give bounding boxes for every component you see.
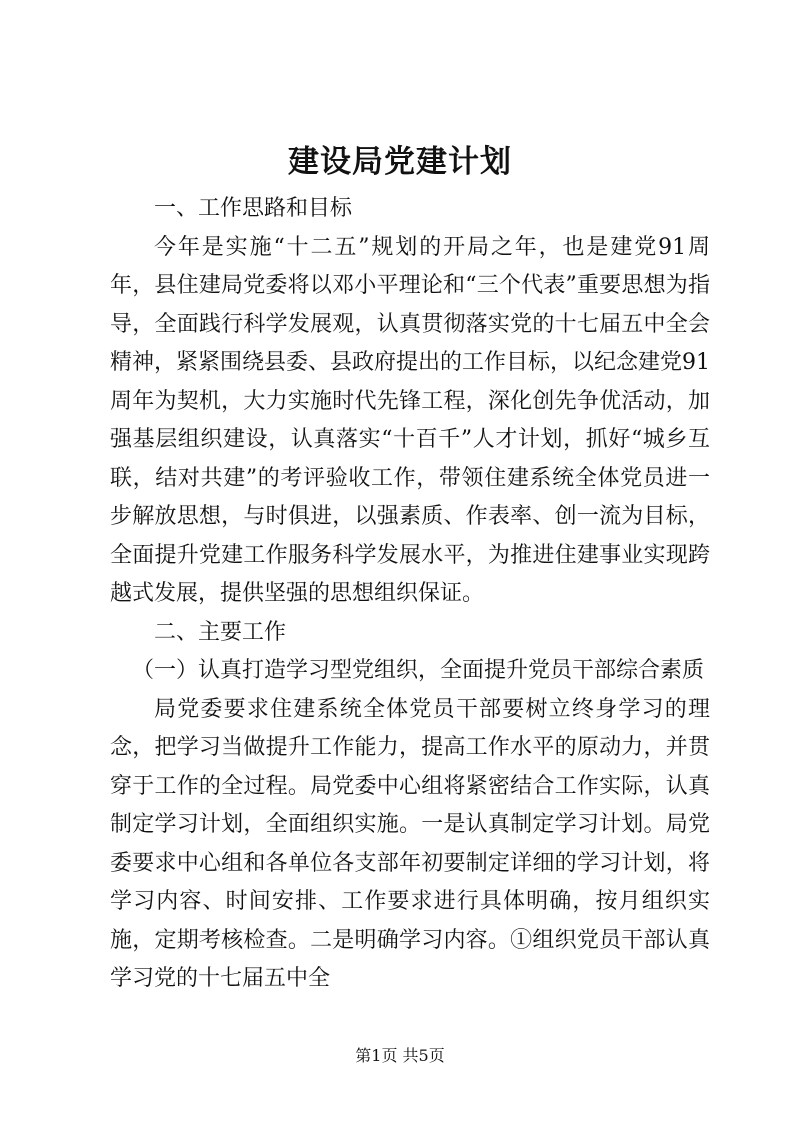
body-paragraph: 今年是实施“十二五”规划的开局之年，也是建党91周年，县住建局党委将以邓小平理论和“三个代表”重要思想为指导，全面践行科学发展观，认真贯彻落实党的十七届五中全会精神，紧紧围绕县委、县政府提出的工作目标，以纪念建党91周年为契机，大力实施时代先锋工程，深化创先争优活动，加强基层组织建设，认真落实“十百千”人才计划，抓好“城乡互联，结对共建”的考评验收工作，带领住建系统全体党员进一步解放思想，与时俱进，以强素质、作表率、创一流为目标，全面提升党建工作服务科学发展水平，为推进住建事业实现跨越式发展，提供坚强的思想组织保证。 — [110, 234, 710, 606]
document-body — [110, 190, 710, 999]
document-title: 建设局党建计划 — [288, 144, 512, 180]
section-heading: 二、主要工作 — [154, 619, 287, 645]
subsection-heading: （一）认真打造学习型党组织，全面提升党员干部综合素质 — [132, 658, 705, 683]
body-paragraph: 局党委要求住建系统全体党员干部要树立终身学习的理念，把学习当做提升工作能力，提高工作水平的原动力，并贯穿于工作的全过程。局党委中心组将紧密结合工作实际，认真制定学习计划，全面组织实施。一是认真制定学习计划。局党委要求中心组和各单位各支部年初要制定详细的学习计划，将学习内容、时间安排、工作要求进行具体明确，按月组织实施，定期考核检查。二是明确学习内容。①组织党员干部认真学习党的十七届五中全 — [110, 696, 710, 991]
section-heading: 一、工作思路和目标 — [154, 196, 353, 221]
page-footer: 第1页 共5页 — [355, 1046, 445, 1065]
